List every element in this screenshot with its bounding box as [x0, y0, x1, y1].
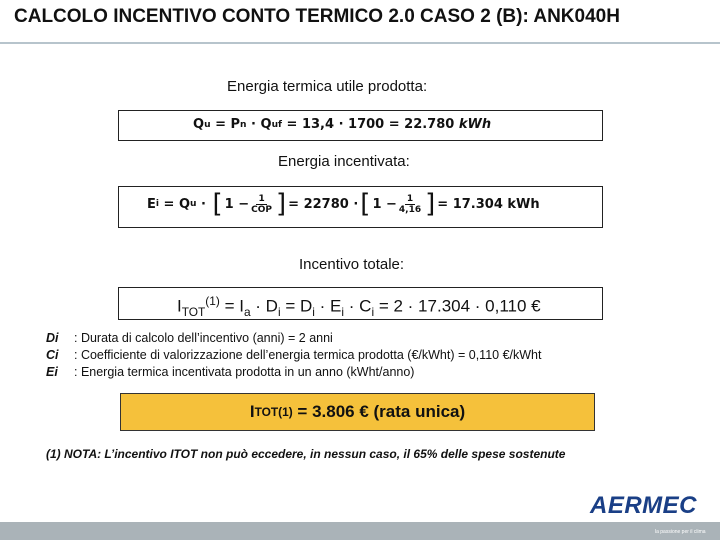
cop-fraction: $\frac{1}{\text{COP}}$ — [251, 193, 272, 215]
logo-tagline: la passione per il clima — [655, 529, 706, 535]
aermec-logo: AERMEC — [590, 492, 698, 519]
total-incentive-formula: $I_{TOT}^{(1)} = I_a \cdot D_i = D_i \cdot E_i \cdot C_i = 2 \cdot 17.304 \cdot 0,110$ € — [177, 294, 541, 320]
useful-energy-formula: Q u = P n · Q uf = 13,4 · 1700 = 22.780 kWh — [193, 117, 492, 132]
definitions-list — [46, 330, 541, 381]
cop-value-fraction: $\frac{1}{4,16}$ — [398, 193, 422, 215]
definition-ei: Ei : Energia termica incentivata prodotta in un anno (kWht/anno) — [46, 365, 415, 379]
total-incentive-result: I TOT (1) = 3.806 € (rata unica) — [120, 393, 595, 431]
useful-energy-label: Energia termica utile prodotta: — [227, 78, 428, 95]
total-incentive-formula-box — [118, 287, 603, 320]
page-title: CALCOLO INCENTIVO CONTO TERMICO 2.0 CASO 2 (B): ANK040H — [14, 6, 620, 27]
incentivized-energy-formula: E i = Q u · [ 1 − $\frac{1}{\text{COP}}$ ] = 22780 · [ 1 − $\frac{1}{4,16}$ ] = 17.304 kWh — [147, 189, 540, 219]
definition-ci: Ci : Coefficiente di valorizzazione dell’energia termica prodotta (€/kWht) = 0,110 €/kWht — [46, 348, 542, 362]
incentivized-energy-formula-box — [118, 186, 603, 228]
incentivized-energy-label: Energia incentivata: — [278, 153, 410, 170]
definition-di: Di : Durata di calcolo dell’incentivo (anni) = 2 anni — [46, 331, 333, 345]
total-incentive-label: Incentivo totale: — [299, 256, 405, 273]
footer-bar — [0, 522, 720, 540]
useful-energy-formula-box — [118, 110, 603, 141]
title-divider — [0, 42, 720, 44]
footnote: (1) NOTA: L’incentivo ITOT non può eccedere, in nessun caso, il 65% delle spese sostenute — [46, 447, 566, 461]
